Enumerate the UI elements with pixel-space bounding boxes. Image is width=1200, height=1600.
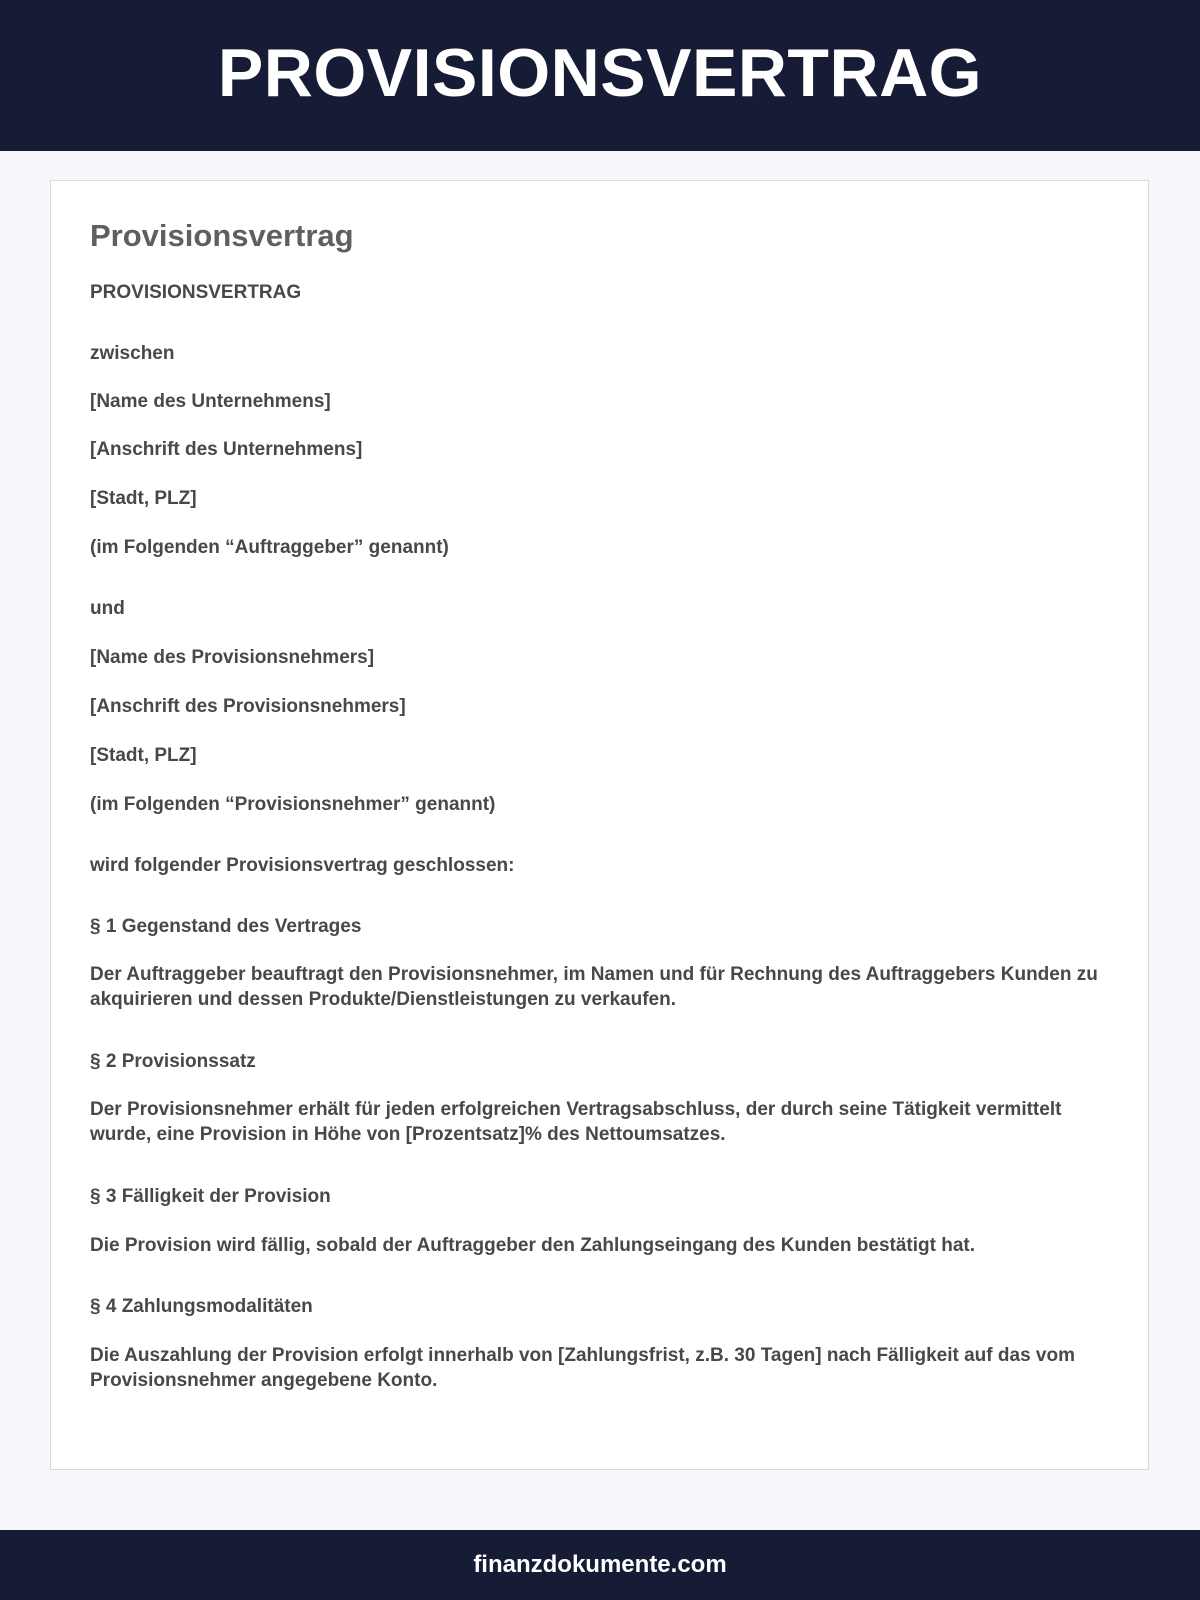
section-4-title: § 4 Zahlungsmodalitäten	[90, 1296, 313, 1317]
party1-city: [Stadt, PLZ]	[90, 488, 197, 509]
party2-address: [Anschrift des Provisionsnehmers]	[90, 696, 406, 717]
document-card	[50, 180, 1149, 1470]
section-1-title: § 1 Gegenstand des Vertrages	[90, 916, 362, 937]
party2-name: [Name des Provisionsnehmers]	[90, 647, 375, 668]
between-text: zwischen	[90, 343, 175, 364]
section-2-text: Der Provisionsnehmer erhält für jeden erfolgreichen Vertragsabschluss, der durch seine Tätigkeit vermittelt wurde, eine Provision in Höhe von [Prozentsatz]% des Nettoumsatzes.	[90, 1099, 1062, 1145]
header-title: PROVISIONSVERTRAG	[217, 34, 983, 111]
section-3-text: Die Provision wird fällig, sobald der Auftraggeber den Zahlungseingang des Kunden bestätigt hat.	[90, 1235, 976, 1256]
party1-role: (im Folgenden “Auftraggeber” genannt)	[90, 537, 449, 558]
party1-name: [Name des Unternehmens]	[90, 391, 331, 412]
party1-address: [Anschrift des Unternehmens]	[90, 439, 363, 460]
section-4-text: Die Auszahlung der Provision erfolgt innerhalb von [Zahlungsfrist, z.B. 30 Tagen] nach Fälligkeit auf das vom Provisionsnehmer angegebene Konto.	[90, 1345, 1075, 1391]
section-2-title: § 2 Provisionssatz	[90, 1051, 256, 1072]
party2-city: [Stadt, PLZ]	[90, 745, 197, 766]
intro-text: wird folgender Provisionsvertrag geschlossen:	[90, 855, 515, 876]
and-text: und	[90, 598, 125, 619]
party2-role: (im Folgenden “Provisionsnehmer” genannt)	[90, 794, 496, 815]
document-subtitle: PROVISIONSVERTRAG	[90, 282, 302, 303]
section-3-title: § 3 Fälligkeit der Provision	[90, 1186, 331, 1207]
document-heading: Provisionsvertrag	[90, 218, 354, 253]
footer-site: finanzdokumente.com	[473, 1551, 727, 1578]
page-footer	[0, 1530, 1200, 1600]
section-1-text: Der Auftraggeber beauftragt den Provisionsnehmer, im Namen und für Rechnung des Auftraggebers Kunden zu akquirieren und dessen Produkte/Dienstleistungen zu verkaufen.	[90, 964, 1098, 1010]
page-header	[0, 0, 1200, 151]
